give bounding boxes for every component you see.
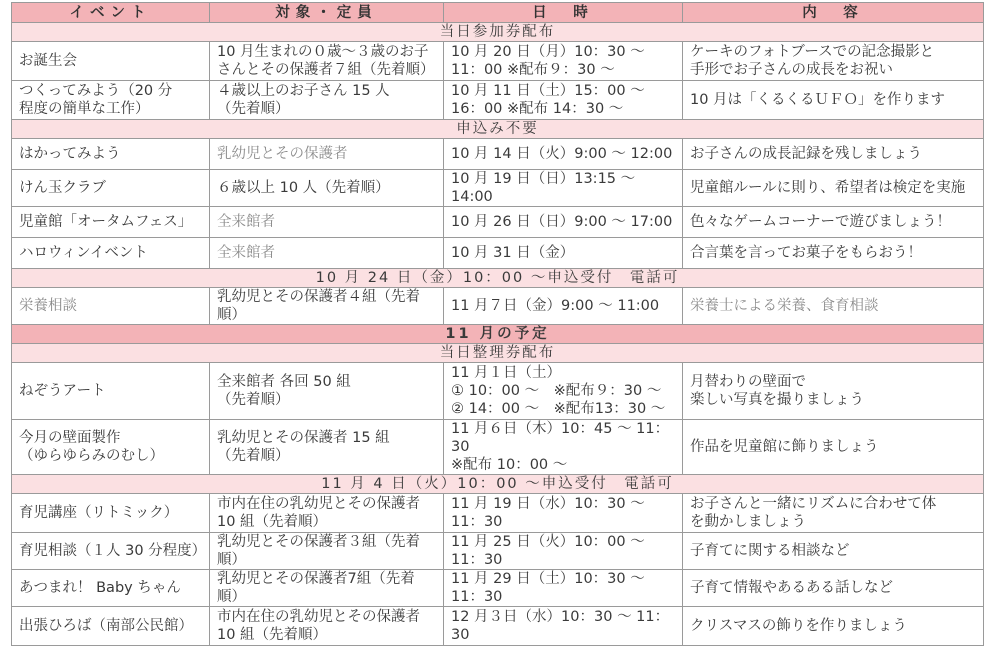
datetime-cell: 10 月 11 日（土）15：00 〜 16：00 ※配布 14：30 〜 [444, 81, 683, 120]
datetime-cell: 11 月１日（土） ① 10：00 〜 ※配布９：30 〜 ② 14：00 〜 ※配布13：30 〜 [444, 363, 683, 420]
target-cell: 市内在住の乳幼児とその保護者 10 組（先着順） [210, 494, 444, 533]
month-heading: 11 月の予定 [12, 325, 984, 344]
content-cell: ケーキのフォトブースでの記念撮影と 手形でお子さんの成長をお祝い [683, 42, 984, 81]
table-row [12, 238, 984, 269]
event-schedule-table [11, 2, 984, 646]
event-cell: はかってみよう [12, 139, 210, 170]
header-target: 対象・定員 [210, 3, 444, 23]
table-row [12, 607, 984, 646]
datetime-cell: 10 月 14 日（火）9:00 〜 12:00 [444, 139, 683, 170]
section-label: 当日参加券配布 [12, 23, 984, 42]
datetime-cell: 11 月 25 日（火）10：00 〜 11：30 [444, 533, 683, 570]
table-row [12, 139, 984, 170]
target-cell: 市内在住の乳幼児とその保護者 10 組（先着順） [210, 607, 444, 646]
content-cell: 作品を児童館に飾りましょう [683, 420, 984, 475]
datetime-cell: 10 月 31 日（金） [444, 238, 683, 269]
event-cell: あつまれ！ Baby ちゃん [12, 570, 210, 607]
event-cell: お誕生会 [12, 42, 210, 81]
table-row [12, 494, 984, 533]
content-cell: 合言葉を言ってお菓子をもらおう！ [683, 238, 984, 269]
table-row [12, 81, 984, 120]
event-cell: 児童館「オータムフェス」 [12, 207, 210, 238]
section-row [12, 475, 984, 494]
target-cell: 全来館者 [210, 207, 444, 238]
event-cell: 出張ひろば（南部公民館） [12, 607, 210, 646]
header-datetime: 日 時 [444, 3, 683, 23]
table-row [12, 170, 984, 207]
table-row [12, 363, 984, 420]
section-row [12, 120, 984, 139]
event-cell: 育児講座（リトミック） [12, 494, 210, 533]
datetime-cell: 10 月 26 日（日）9:00 〜 17:00 [444, 207, 683, 238]
datetime-cell: 11 月６日（木）10：45 〜 11：30 ※配布 10：00 〜 [444, 420, 683, 475]
target-cell: ４歳以上のお子さん 15 人 （先着順） [210, 81, 444, 120]
content-cell: 月替わりの壁面で 楽しい写真を撮りましょう [683, 363, 984, 420]
datetime-cell: 12 月３日（水）10：30 〜 11：30 [444, 607, 683, 646]
target-cell: 乳幼児とその保護者 [210, 139, 444, 170]
table-row [12, 288, 984, 325]
target-cell: ６歳以上 10 人（先着順） [210, 170, 444, 207]
datetime-cell: 11 月 29 日（土）10：30 〜 11：30 [444, 570, 683, 607]
header-content: 内 容 [683, 3, 984, 23]
section-row [12, 344, 984, 363]
header-row [12, 3, 984, 23]
target-cell: 10 月生まれの０歳〜３歳のお子 さんとその保護者７組（先着順） [210, 42, 444, 81]
table-row [12, 207, 984, 238]
section-label: 10 月 24 日（金）10：00 〜申込受付 電話可 [12, 269, 984, 288]
datetime-cell: 10 月 20 日（月）10：30 〜 11：00 ※配布９：30 〜 [444, 42, 683, 81]
datetime-cell: 11 月 19 日（水）10：30 〜 11：30 [444, 494, 683, 533]
target-cell: 全来館者 各回 50 組 （先着順） [210, 363, 444, 420]
event-cell: ハロウィンイベント [12, 238, 210, 269]
content-cell: 子育て情報やあるある話しなど [683, 570, 984, 607]
target-cell: 全来館者 [210, 238, 444, 269]
table-row [12, 533, 984, 570]
content-cell: 児童館ルールに則り、希望者は検定を実施 [683, 170, 984, 207]
event-cell: 今月の壁面製作 （ゆらゆらみのむし） [12, 420, 210, 475]
content-cell: お子さんの成長記録を残しましょう [683, 139, 984, 170]
content-cell: 栄養士による栄養、食育相談 [683, 288, 984, 325]
month-heading-row [12, 325, 984, 344]
content-cell: 色々なゲームコーナーで遊びましょう！ [683, 207, 984, 238]
section-label: 申込み不要 [12, 120, 984, 139]
event-cell: 育児相談（１人 30 分程度） [12, 533, 210, 570]
datetime-cell: 10 月 19 日（日）13:15 〜 14:00 [444, 170, 683, 207]
event-cell: 栄養相談 [12, 288, 210, 325]
section-label: 当日整理券配布 [12, 344, 984, 363]
event-cell: けん玉クラブ [12, 170, 210, 207]
target-cell: 乳幼児とその保護者7組（先着順） [210, 570, 444, 607]
table-row [12, 42, 984, 81]
content-cell: 10 月は「くるくるＵＦＯ」を作ります [683, 81, 984, 120]
section-row [12, 269, 984, 288]
event-cell: つくってみよう（20 分 程度の簡単な工作） [12, 81, 210, 120]
target-cell: 乳幼児とその保護者 15 組 （先着順） [210, 420, 444, 475]
table-row [12, 570, 984, 607]
header-event: イベント [12, 3, 210, 23]
section-label: 11 月 4 日（火）10：00 〜申込受付 電話可 [12, 475, 984, 494]
target-cell: 乳幼児とその保護者３組（先着順） [210, 533, 444, 570]
content-cell: お子さんと一緒にリズムに合わせて体 を動かしましょう [683, 494, 984, 533]
event-cell: ねぞうアート [12, 363, 210, 420]
target-cell: 乳幼児とその保護者４組（先着順） [210, 288, 444, 325]
section-row [12, 23, 984, 42]
table-row [12, 420, 984, 475]
content-cell: 子育てに関する相談など [683, 533, 984, 570]
datetime-cell: 11 月７日（金）9:00 〜 11:00 [444, 288, 683, 325]
content-cell: クリスマスの飾りを作りましょう [683, 607, 984, 646]
